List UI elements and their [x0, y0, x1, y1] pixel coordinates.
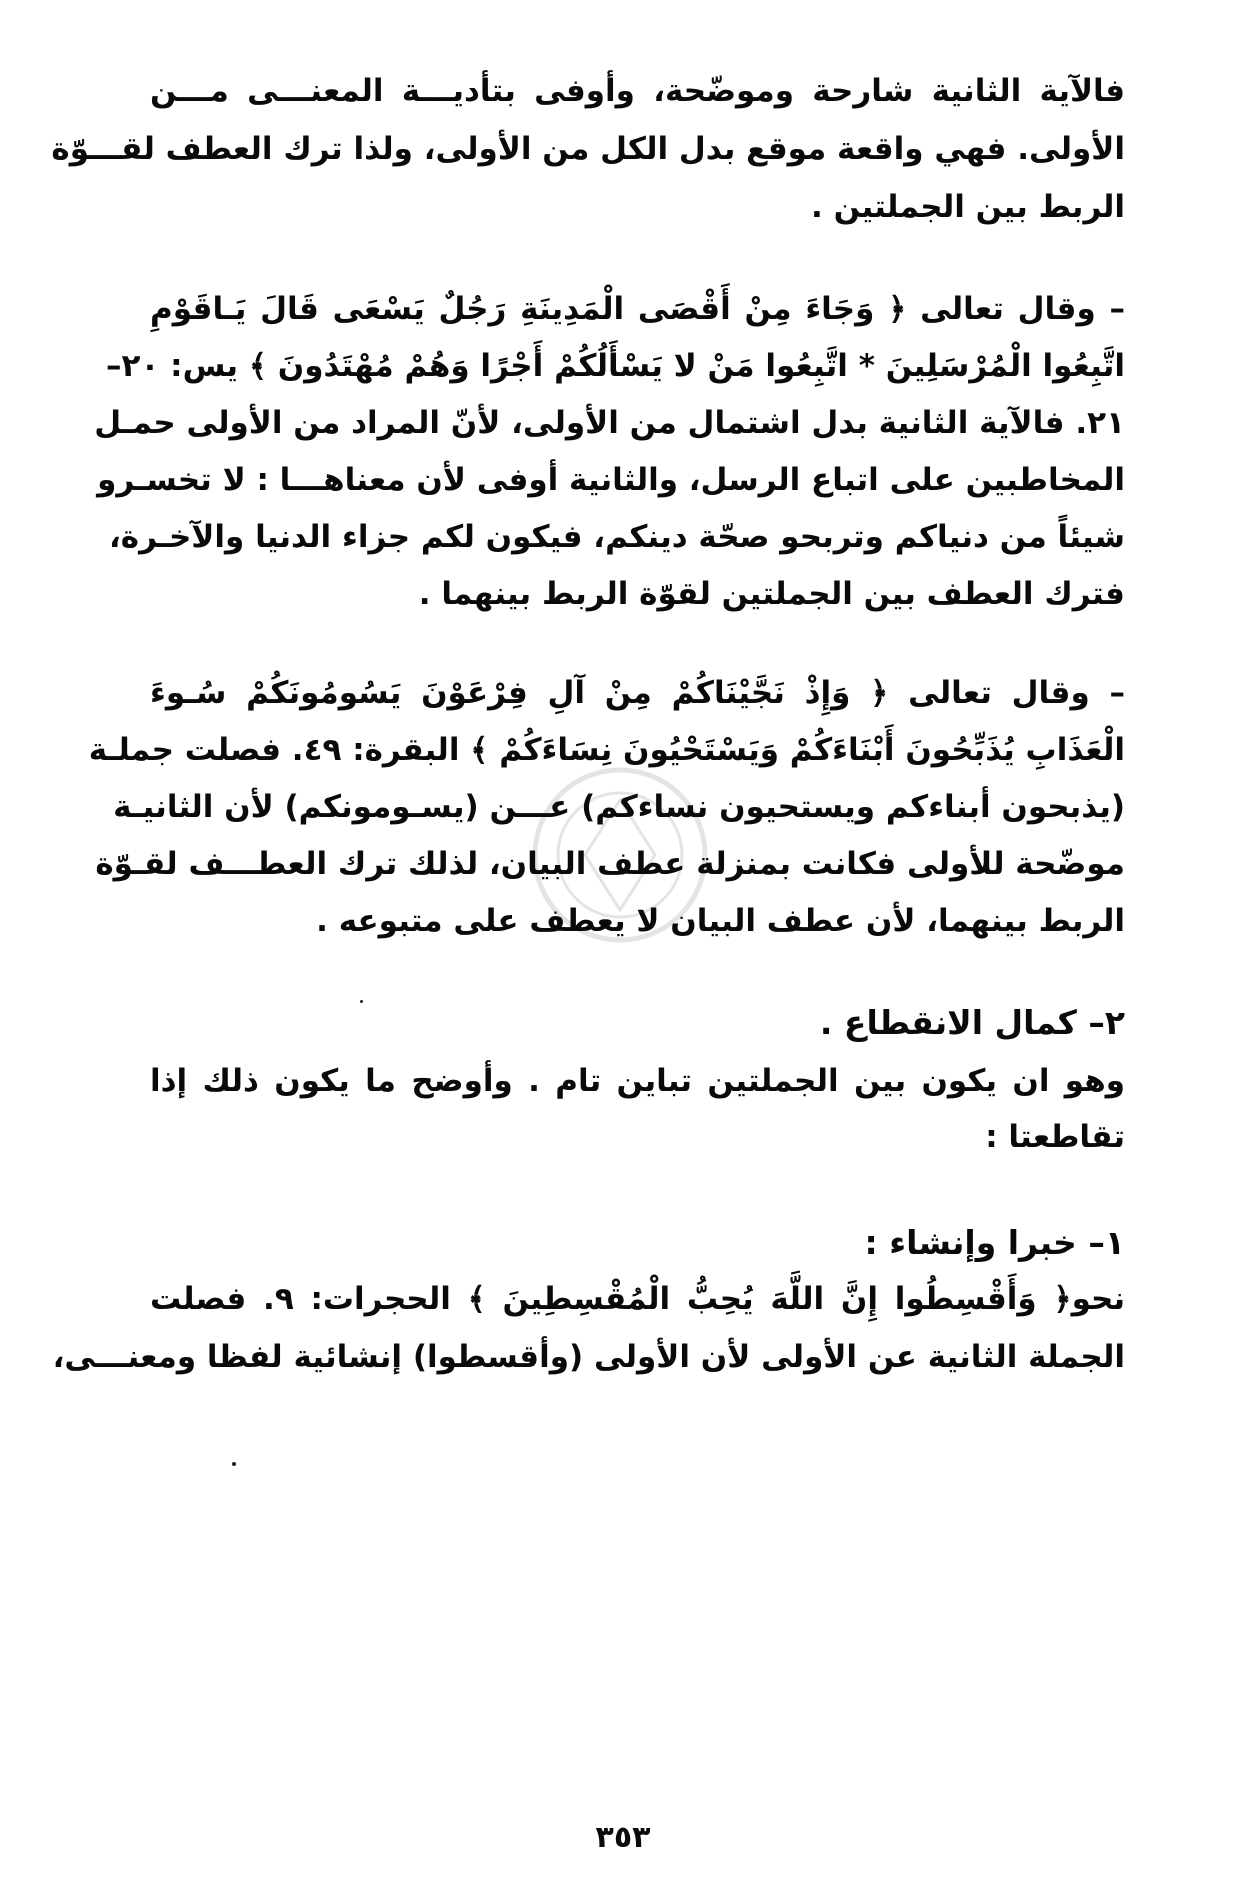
paragraph3-line5: الربط بينهما، لأن عطف البيان لا يعطف على متبوعه . [316, 903, 1125, 939]
paragraph2-line2: اتَّبِعُوا الْمُرْسَلِينَ * اتَّبِعُوا مَنْ لا يَسْأَلُكُمْ أَجْرًا وَهُمْ مُهْتَدُونَ ﴾ يس: ٢٠– [106, 348, 1125, 384]
page-number: ٣٥٣ [595, 1820, 651, 1855]
section2-line1: وهو ان يكون بين الجملتين تباين تام . وأوضح ما يكون ذلك إذا [150, 1063, 1125, 1099]
section2-heading: ٢– كمال الانقطاع . [819, 1003, 1125, 1042]
subsection1-line1: نحو﴿ وَأَقْسِطُوا إِنَّ اللَّهَ يُحِبُّ الْمُقْسِطِينَ ﴾ الحجرات: ٩. فصلت [150, 1281, 1125, 1317]
paragraph1-line1: فالآية الثانية شارحة وموضّحة، وأوفى بتأديـــة المعنـــى مـــن [150, 73, 1125, 109]
paragraph2-line3: ٢١. فالآية الثانية بدل اشتمال من الأولى، لأنّ المراد من الأولى حمـل [94, 405, 1125, 441]
paragraph3-line1: – وقال تعالى ﴿ وَإِذْ نَجَّيْنَاكُمْ مِنْ آلِ فِرْعَوْنَ يَسُومُونَكُمْ سُـوءَ [150, 675, 1125, 711]
scan-speck [360, 1000, 363, 1003]
paragraph3-line2: الْعَذَابِ يُذَبِّحُونَ أَبْنَاءَكُمْ وَيَسْتَحْيُونَ نِسَاءَكُمْ ﴾ البقرة: ٤٩. فصلت جملـة [88, 732, 1125, 768]
paragraph2-line4: المخاطبين على اتباع الرسل، والثانية أوفى لأن معناهـــا : لا تخسـرو [97, 462, 1125, 498]
paragraph3-line4: موضّحة للأولى فكانت بمنزلة عطف البيان، لذلك ترك العطـــف لقـوّة [95, 846, 1125, 882]
subsection1-line2: الجملة الثانية عن الأولى لأن الأولى (وأقسطوا) إنشائية لفظا ومعنـــى، [52, 1339, 1125, 1375]
subsection1-heading: ١– خبرا وإنشاء : [864, 1223, 1125, 1262]
section2-line2: تقاطعتا : [985, 1119, 1125, 1155]
paragraph2-line6: فترك العطف بين الجملتين لقوّة الربط بينهما . [418, 576, 1125, 612]
scan-speck [232, 1462, 236, 1466]
paragraph1-line3: الربط بين الجملتين . [811, 189, 1125, 225]
paragraph2-line1: – وقال تعالى ﴿ وَجَاءَ مِنْ أَقْصَى الْمَدِينَةِ رَجُلٌ يَسْعَى قَالَ يَـاقَوْمِ [150, 291, 1125, 327]
paragraph3-line3: (يذبحون أبناءكم ويستحيون نساءكم) عـــن (يسـومونكم) لأن الثانيـة [113, 789, 1125, 825]
paragraph2-line5: شيئاً من دنياكم وتربحو صحّة دينكم، فيكون لكم جزاء الدنيا والآخـرة، [109, 519, 1125, 555]
paragraph1-line2: الأولى. فهي واقعة موقع بدل الكل من الأولى، ولذا ترك العطف لقـــوّة [51, 131, 1125, 167]
